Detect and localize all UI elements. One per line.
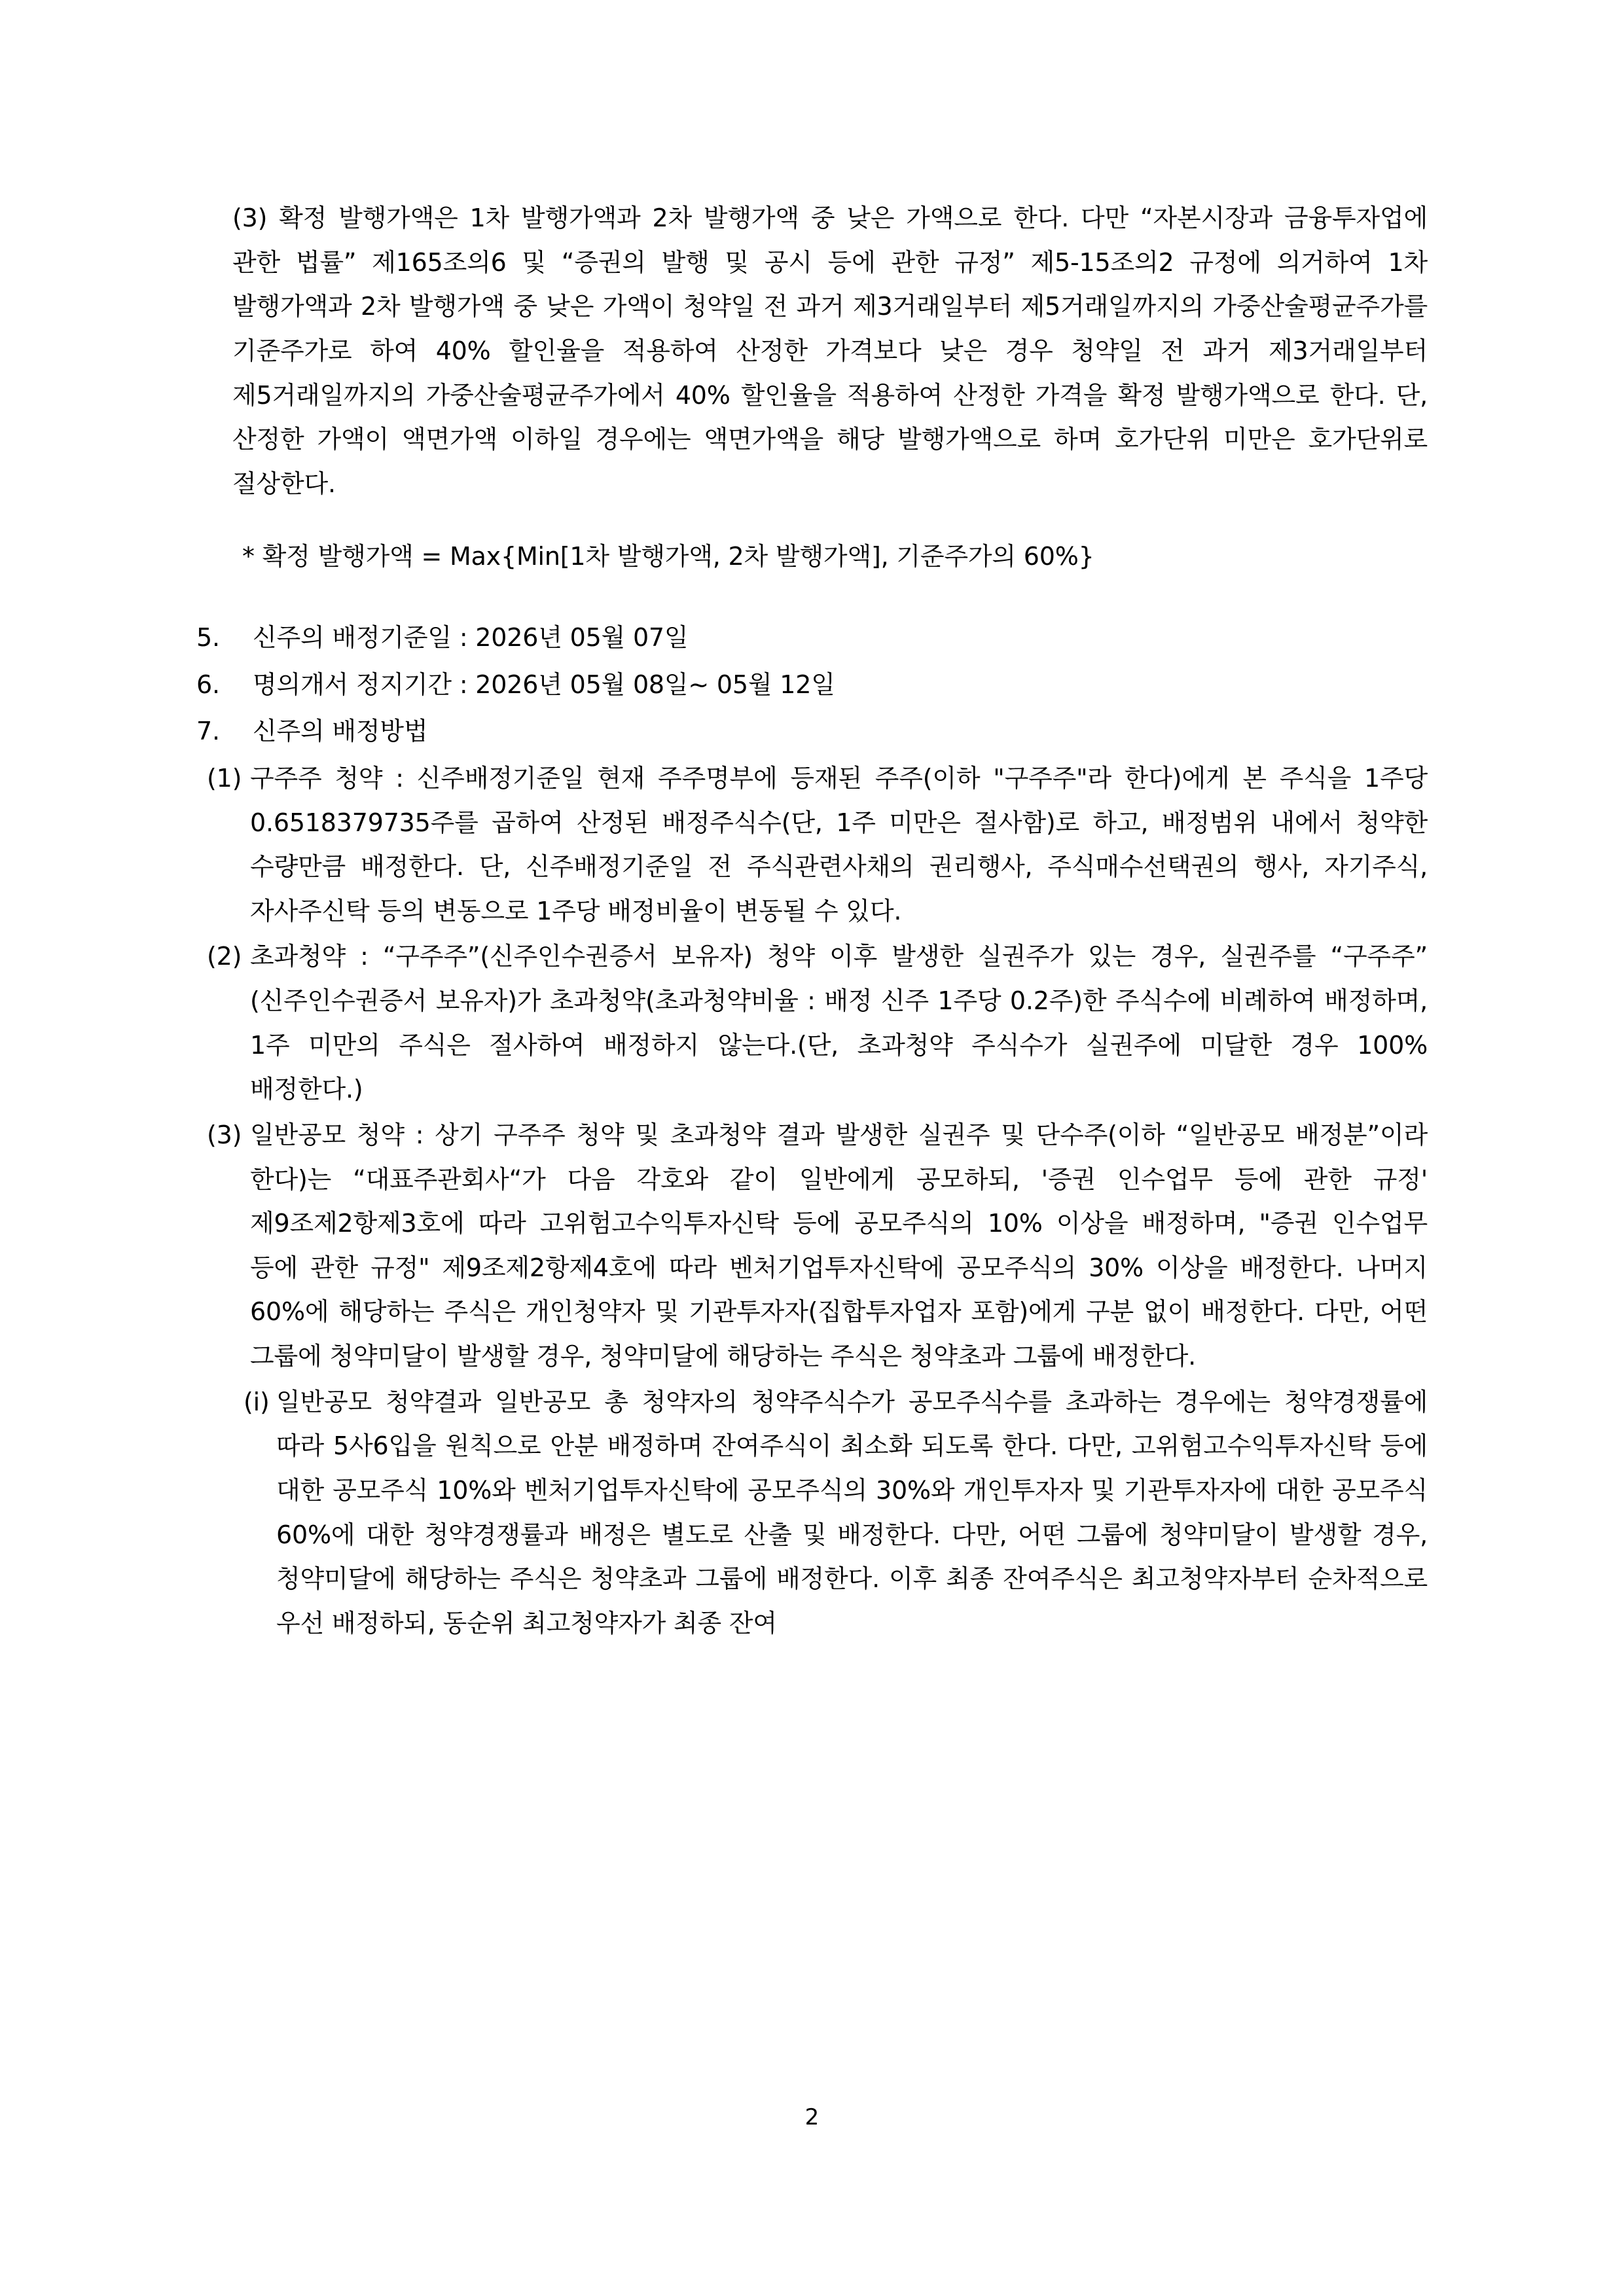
roman-list-item-marker: (i)	[244, 1387, 270, 1416]
sub-list-item-marker: (2)	[207, 942, 242, 971]
numbered-list	[196, 616, 1428, 754]
list-item-text: 신주의 배정방법	[253, 717, 428, 746]
page-number: 2	[804, 2104, 820, 2130]
roman-list-item	[196, 1380, 1428, 1646]
sub-list-item	[196, 1113, 1428, 1379]
sub-list-item-marker: (1)	[207, 763, 242, 793]
sub-list-item	[196, 757, 1428, 934]
list-item-marker: 7.	[196, 717, 220, 746]
sub-list-item-marker: (3)	[207, 1120, 242, 1149]
document-body	[196, 196, 1428, 1645]
paragraph-confirmed-issue-price: (3) 확정 발행가액은 1차 발행가액과 2차 발행가액 중 낮은 가액으로 한다. 다만 “자본시장과 금융투자업에 관한 법률” 제165조의6 및 “증권의 발행 및 공시 등에 관한 규정” 제5-15조의2 규정에 의거하여 1차 발행가액과 2차 발행가액 중 낮은 가액이 청약일 전 과거 제3거래일부터 제5거래일까지의 가중산술평균주가를 기준주가로 하여 40% 할인율을 적용하여 산정한 가격보다 낮은 경우 청약일 전 과거 제3거래일부터 제5거래일까지의 가중산술평균주가에서 40% 할인율을 적용하여 산정한 가격을 확정 발행가액으로 한다. 단, 산정한 가액이 액면가액 이하일 경우에는 액면가액을 해당 발행가액으로 하며 호가단위 미만은 호가단위로 절상한다.	[232, 204, 1428, 498]
sub-list-item	[196, 935, 1428, 1112]
list-item-text: 신주의 배정기준일 : 2026년 05월 07일	[253, 623, 689, 652]
list-item-marker: 6.	[196, 670, 220, 699]
sub-list-item-text: 일반공모 청약 : 상기 구주주 청약 및 초과청약 결과 발생한 실권주 및 단수주(이하 “일반공모 배정분”이라 한다)는 “대표주관회사“가 다음 각호와 같이 일반에게 공모하되, '증권 인수업무 등에 관한 규정' 제9조제2항제3호에 따라 고위험고수익투자신탁 등에 공모주식의 10% 이상을 배정하며, "증권 인수업무 등에 관한 규정" 제9조제2항제4호에 따라 벤처기업투자신탁에 공모주식의 30% 이상을 배정한다. 나머지 60%에 해당하는 주식은 개인청약자 및 기관투자자(집합투자업자 포함)에게 구분 없이 배정한다. 다만, 어떤 그룹에 청약미달이 발생할 경우, 청약미달에 해당하는 주식은 청약초과 그룹에 배정한다.	[250, 1120, 1428, 1371]
formula-note: * 확정 발행가액 = Max{Min[1차 발행가액, 2차 발행가액], 기준주가의 60%}	[242, 542, 1094, 571]
list-item-text: 명의개서 정지기간 : 2026년 05월 08일~ 05월 12일	[253, 670, 835, 699]
sub-list-item-text: 초과청약 : “구주주”(신주인수권증서 보유자) 청약 이후 발생한 실권주가 있는 경우, 실권주를 “구주주” (신주인수권증서 보유자)가 초과청약(초과청약비율 : 배정 신주 1주당 0.2주)한 주식수에 비례하여 배정하며, 1주 미만의 주식은 절사하여 배정하지 않는다.(단, 초과청약 주식수가 실권주에 미달한 경우 100% 배정한다.)	[250, 942, 1428, 1104]
list-item	[196, 709, 1428, 754]
sub-list-item-text: 구주주 청약 : 신주배정기준일 현재 주주명부에 등재된 주주(이하 "구주주"라 한다)에게 본 주식을 1주당 0.6518379735주를 곱하여 산정된 배정주식수(단, 1주 미만은 절사함)로 하고, 배정범위 내에서 청약한 수량만큼 배정한다. 단, 신주배정기준일 전 주식관련사채의 권리행사, 주식매수선택권의 행사, 자기주식, 자사주신탁 등의 변동으로 1주당 배정비율이 변동될 수 있다.	[250, 763, 1428, 925]
list-item	[196, 616, 1428, 660]
list-item-marker: 5.	[196, 623, 220, 652]
roman-list-item-text: 일반공모 청약결과 일반공모 총 청약자의 청약주식수가 공모주식수를 초과하는 경우에는 청약경쟁률에 따라 5사6입을 원칙으로 안분 배정하며 잔여주식이 최소화 되도록 한다. 다만, 고위험고수익투자신탁 등에 대한 공모주식 10%와 벤처기업투자신탁에 공모주식의 30%와 개인투자자 및 기관투자자에 대한 공모주식 60%에 대한 청약경쟁률과 배정은 별도로 산출 및 배정한다. 다만, 어떤 그룹에 청약미달이 발생할 경우, 청약미달에 해당하는 주식은 청약초과 그룹에 배정한다. 이후 최종 잔여주식은 최고청약자부터 순차적으로 우선 배정하되, 동순위 최고청약자가 최종 잔여	[276, 1387, 1428, 1638]
sub-list	[196, 757, 1428, 1646]
list-item	[196, 663, 1428, 708]
